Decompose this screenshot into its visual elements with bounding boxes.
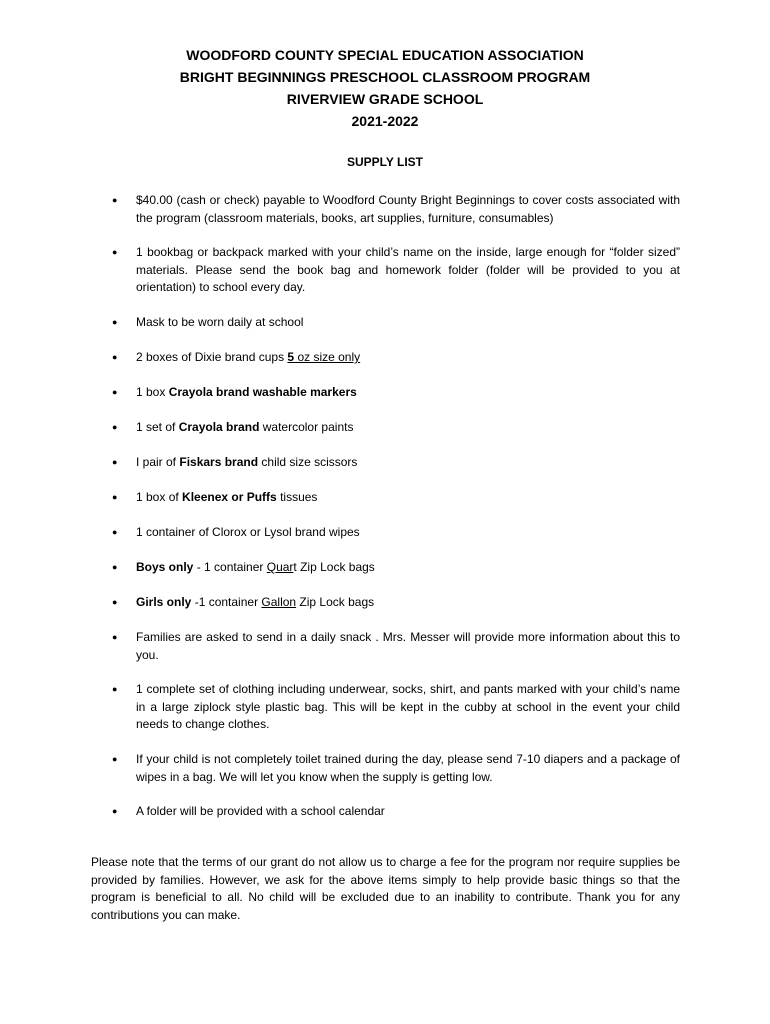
list-item-bookbag: ● 1 bookbag or backpack marked with your child’s name on the inside, large enough for “folder sized” materials. Please send the book bag and homework folder (folder will be provided to you at orientation) to school every day. — [136, 244, 680, 297]
list-item-cups: ● 2 boxes of Dixie brand cups 5 oz size only — [136, 349, 680, 367]
list-item-girls: ● Girls only -1 container Gallon Zip Lock bags — [136, 594, 680, 612]
list-item-boys: ● Boys only - 1 container Quart Zip Lock bags — [136, 559, 680, 577]
list-item-snack: ● Families are asked to send in a daily snack . Mrs. Messer will provide more information about this to you. — [136, 629, 680, 664]
list-item-scissors: ● I pair of Fiskars brand child size scissors — [136, 454, 680, 472]
association-title: WOODFORD COUNTY SPECIAL EDUCATION ASSOCIATION — [186, 47, 584, 63]
list-item-tissues: ● 1 box of Kleenex or Puffs tissues — [136, 489, 680, 507]
list-item-mask: ● Mask to be worn daily at school — [136, 314, 680, 332]
list-item-markers: ● 1 box Crayola brand washable markers — [136, 384, 680, 402]
supply-list-heading: SUPPLY LIST — [346, 155, 424, 169]
list-item-fee: ● $40.00 (cash or check) payable to Woodford County Bright Beginnings to cover costs associated with the program (classroom materials, books, art supplies, furniture, consumables) — [136, 192, 680, 227]
school-year: 2021-2022 — [351, 113, 419, 129]
list-item-wipes: ● 1 container of Clorox or Lysol brand wipes — [136, 524, 680, 542]
closing-note: Please note that the terms of our grant do not allow us to charge a fee for the program nor require supplies be provided by families. However, we ask for the above items simply to help provide basic things so that the program is beneficial to all. No child will be excluded due to an inability to contribute. Thank you for any contributions you can make. — [91, 855, 680, 922]
list-item-diapers: ● If your child is not completely toilet trained during the day, please send 7-10 diapers and a package of wipes in a bag. We will let you know when the supply is getting low. — [136, 751, 680, 786]
list-item-folder: ● A folder will be provided with a school calendar — [136, 803, 680, 821]
list-item-paints: ● 1 set of Crayola brand watercolor paints — [136, 419, 680, 437]
list-item-clothing: ● 1 complete set of clothing including underwear, socks, shirt, and pants marked with your child’s name in a large ziplock style plastic bag. This will be kept in the cubby at school in the event your child needs to change clothes. — [136, 681, 680, 734]
school-title: RIVERVIEW GRADE SCHOOL — [286, 91, 484, 107]
program-title: BRIGHT BEGINNINGS PRESCHOOL CLASSROOM PROGRAM — [179, 69, 591, 85]
